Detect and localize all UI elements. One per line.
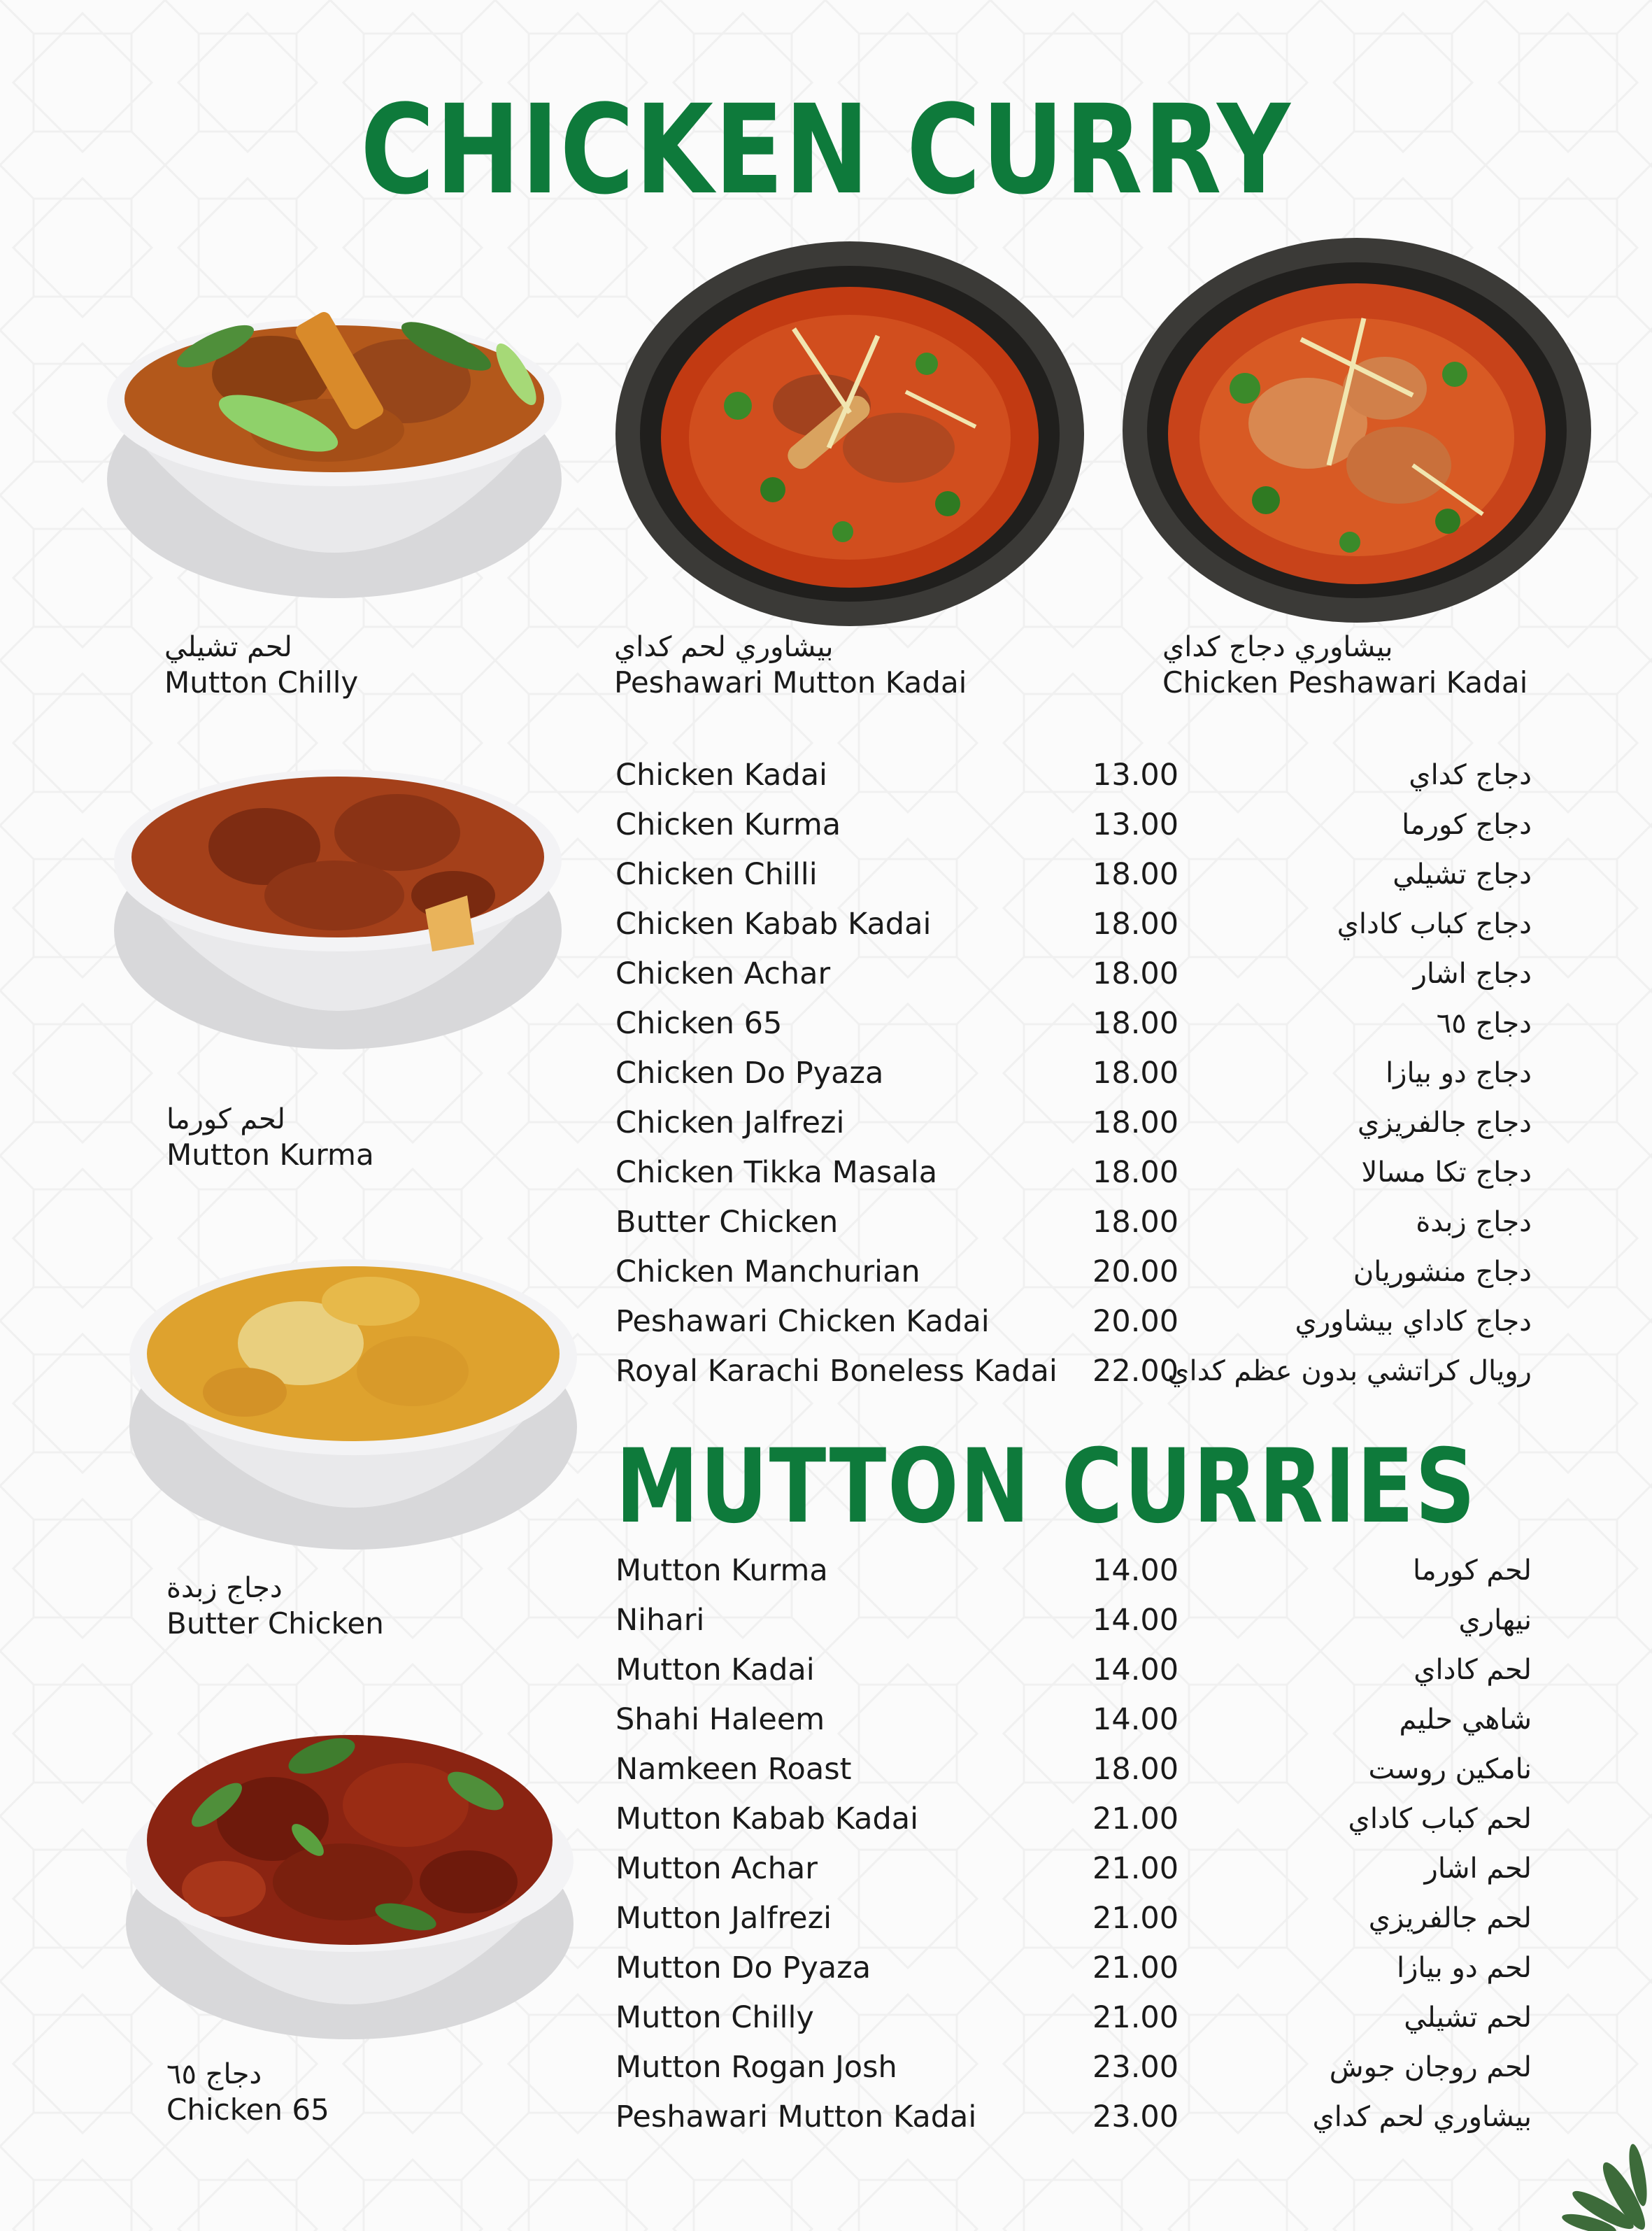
mutton-chilly-image bbox=[97, 269, 572, 619]
menu-item-price: 14.00 bbox=[1092, 1553, 1179, 1588]
chicken-peshawari-kadai-caption bbox=[1162, 630, 1528, 701]
menu-item-name: Mutton Kurma bbox=[615, 1553, 828, 1588]
menu-item-row bbox=[615, 2092, 1532, 2142]
menu-item-price: 20.00 bbox=[1092, 1254, 1179, 1289]
menu-item-row bbox=[615, 900, 1532, 949]
menu-item-arabic-name: دجاج كداي bbox=[1409, 759, 1532, 791]
menu-item-price: 14.00 bbox=[1092, 1702, 1179, 1737]
menu-item-price: 14.00 bbox=[1092, 1603, 1179, 1638]
menu-item-arabic-name: دجاج تكا مسالا bbox=[1361, 1156, 1532, 1189]
menu-item-row bbox=[615, 850, 1532, 900]
caption-arabic: دجاج زبدة bbox=[166, 1572, 283, 1604]
menu-item-name: Namkeen Roast bbox=[615, 1752, 852, 1787]
menu-item-name: Shahi Haleem bbox=[615, 1702, 825, 1737]
menu-item-arabic-name: دجاج زبدة bbox=[1416, 1206, 1532, 1238]
menu-item-name: Chicken Kadai bbox=[615, 758, 827, 793]
menu-item-row bbox=[615, 1894, 1532, 1943]
menu-item-name: Peshawari Chicken Kadai bbox=[615, 1304, 990, 1339]
menu-item-row bbox=[615, 1098, 1532, 1148]
menu-item-price: 18.00 bbox=[1092, 1155, 1179, 1190]
caption-english: Chicken 65 bbox=[166, 2092, 329, 2127]
butter-chicken-image bbox=[119, 1224, 588, 1560]
menu-item-row bbox=[615, 1794, 1532, 1844]
menu-item-name: Mutton Jalfrezi bbox=[615, 1901, 832, 1936]
menu-item-price: 18.00 bbox=[1092, 857, 1179, 892]
menu-item-price: 18.00 bbox=[1092, 1205, 1179, 1240]
menu-item-name: Chicken Jalfrezi bbox=[615, 1105, 845, 1140]
menu-item-arabic-name: لحم روجان جوش bbox=[1329, 2051, 1532, 2083]
mutton-chilly-caption bbox=[164, 630, 358, 701]
menu-item-row bbox=[615, 1844, 1532, 1894]
menu-item-name: Peshawari Mutton Kadai bbox=[615, 2099, 977, 2134]
menu-item-name: Mutton Chilly bbox=[615, 2000, 814, 2035]
menu-item-name: Mutton Kabab Kadai bbox=[615, 1801, 919, 1836]
menu-item-row bbox=[615, 751, 1532, 800]
menu-item-name: Chicken Chilli bbox=[615, 857, 818, 892]
menu-item-name: Butter Chicken bbox=[615, 1205, 839, 1240]
menu-item-arabic-name: لحم كباب كاداي bbox=[1348, 1803, 1532, 1835]
menu-item-price: 23.00 bbox=[1092, 2050, 1179, 2085]
menu-item-arabic-name: بيشاوري لحم كداي bbox=[1312, 2101, 1532, 2133]
menu-item-price: 18.00 bbox=[1092, 1752, 1179, 1787]
chicken-65-image bbox=[112, 1714, 588, 2050]
peshawari-mutton-kadai-caption bbox=[614, 630, 967, 701]
menu-item-price: 21.00 bbox=[1092, 1851, 1179, 1886]
menu-item-row bbox=[615, 800, 1532, 850]
menu-item-arabic-name: لحم جالفريزي bbox=[1368, 1902, 1532, 1934]
menu-item-name: Chicken 65 bbox=[615, 1006, 783, 1041]
menu-item-price: 20.00 bbox=[1092, 1304, 1179, 1339]
menu-item-arabic-name: لحم تشيلي bbox=[1404, 2002, 1532, 2034]
menu-item-price: 21.00 bbox=[1092, 1901, 1179, 1936]
menu-item-row bbox=[615, 1148, 1532, 1198]
mutton-curries-title: MUTTON CURRIES bbox=[615, 1427, 1477, 1546]
menu-item-name: Nihari bbox=[615, 1603, 705, 1638]
caption-english: Peshawari Mutton Kadai bbox=[614, 665, 967, 700]
menu-item-row bbox=[615, 1347, 1532, 1396]
menu-item-row bbox=[615, 1198, 1532, 1247]
caption-arabic: لحم تشيلي bbox=[164, 631, 292, 663]
menu-item-price: 21.00 bbox=[1092, 1801, 1179, 1836]
menu-item-name: Mutton Rogan Josh bbox=[615, 2050, 897, 2085]
menu-item-name: Chicken Achar bbox=[615, 956, 831, 991]
menu-item-price: 22.00 bbox=[1092, 1354, 1179, 1389]
caption-arabic: دجاج ٦٥ bbox=[166, 2058, 262, 2090]
caption-english: Mutton Kurma bbox=[166, 1138, 374, 1172]
menu-item-row bbox=[615, 999, 1532, 1049]
butter-chicken-caption bbox=[166, 1571, 384, 1642]
caption-english: Chicken Peshawari Kadai bbox=[1162, 665, 1528, 700]
menu-item-arabic-name: نامكين روست bbox=[1368, 1753, 1532, 1785]
menu-item-arabic-name: دجاج تشيلي bbox=[1393, 858, 1532, 891]
menu-item-name: Chicken Do Pyaza bbox=[615, 1056, 884, 1091]
mutton-kurma-image bbox=[104, 742, 572, 1063]
menu-item-name: Chicken Kabab Kadai bbox=[615, 907, 932, 942]
menu-item-row bbox=[615, 949, 1532, 999]
menu-item-row bbox=[615, 1745, 1532, 1794]
menu-item-row bbox=[615, 1297, 1532, 1347]
menu-item-arabic-name: نيهاري bbox=[1458, 1604, 1532, 1636]
menu-item-price: 18.00 bbox=[1092, 1105, 1179, 1140]
caption-arabic: لحم كورما bbox=[166, 1103, 285, 1135]
menu-item-arabic-name: دجاج دو بيازا bbox=[1386, 1057, 1532, 1089]
caption-english: Mutton Chilly bbox=[164, 665, 359, 700]
menu-item-arabic-name: دجاج منشوريان bbox=[1353, 1256, 1532, 1288]
menu-item-price: 21.00 bbox=[1092, 2000, 1179, 2035]
menu-item-name: Chicken Kurma bbox=[615, 807, 841, 842]
menu-item-row bbox=[615, 1695, 1532, 1745]
menu-item-name: Mutton Achar bbox=[615, 1851, 818, 1886]
menu-item-row bbox=[615, 1943, 1532, 1993]
menu-item-price: 18.00 bbox=[1092, 1006, 1179, 1041]
chicken-curry-title: CHICKEN CURRY bbox=[360, 78, 1292, 222]
menu-item-row bbox=[615, 1546, 1532, 1596]
menu-item-arabic-name: دجاج كباب كاداي bbox=[1337, 908, 1532, 940]
menu-item-arabic-name: دجاج ٦٥ bbox=[1436, 1007, 1532, 1040]
menu-item-name: Mutton Kadai bbox=[615, 1652, 815, 1687]
menu-item-arabic-name: لحم اشار bbox=[1424, 1853, 1532, 1885]
menu-item-row bbox=[615, 1049, 1532, 1098]
chicken-65-caption bbox=[166, 2057, 329, 2128]
menu-item-name: Chicken Tikka Masala bbox=[615, 1155, 938, 1190]
menu-item-row bbox=[615, 1596, 1532, 1645]
caption-arabic: بيشاوري لحم كداي bbox=[614, 631, 834, 663]
menu-item-arabic-name: دجاج كاداي بيشاوري bbox=[1295, 1305, 1532, 1338]
menu-item-price: 18.00 bbox=[1092, 956, 1179, 991]
menu-item-price: 14.00 bbox=[1092, 1652, 1179, 1687]
menu-item-arabic-name: لحم كاداي bbox=[1414, 1654, 1532, 1686]
menu-item-price: 23.00 bbox=[1092, 2099, 1179, 2134]
menu-item-arabic-name: دجاج اشار bbox=[1413, 958, 1532, 990]
menu-item-price: 21.00 bbox=[1092, 1950, 1179, 1985]
caption-arabic: بيشاوري دجاج كداي bbox=[1162, 631, 1393, 663]
menu-item-price: 18.00 bbox=[1092, 907, 1179, 942]
menu-item-arabic-name: شاهي حليم bbox=[1399, 1704, 1532, 1736]
menu-item-arabic-name: لحم كورما bbox=[1413, 1554, 1532, 1587]
leaf-decoration-icon bbox=[1547, 2112, 1652, 2231]
menu-item-name: Royal Karachi Boneless Kadai bbox=[615, 1354, 1058, 1389]
menu-item-row bbox=[615, 2043, 1532, 2092]
menu-item-name: Chicken Manchurian bbox=[615, 1254, 920, 1289]
menu-item-arabic-name: دجاج كورما bbox=[1402, 809, 1532, 841]
peshawari-mutton-kadai-image bbox=[612, 238, 1088, 630]
menu-item-row bbox=[615, 1993, 1532, 2043]
menu-item-price: 13.00 bbox=[1092, 807, 1179, 842]
menu-item-name: Mutton Do Pyaza bbox=[615, 1950, 871, 1985]
menu-item-arabic-name: لحم دو بيازا bbox=[1396, 1952, 1532, 1984]
menu-item-row bbox=[615, 1247, 1532, 1297]
menu-item-arabic-name: رويال كراتشي بدون عظم كداي bbox=[1167, 1355, 1532, 1387]
menu-item-arabic-name: دجاج جالفريزي bbox=[1357, 1107, 1532, 1139]
chicken-peshawari-kadai-image bbox=[1119, 234, 1595, 626]
menu-item-row bbox=[615, 1645, 1532, 1695]
menu-item-price: 18.00 bbox=[1092, 1056, 1179, 1091]
mutton-kurma-caption bbox=[166, 1102, 374, 1173]
caption-english: Butter Chicken bbox=[166, 1606, 384, 1641]
menu-item-price: 13.00 bbox=[1092, 758, 1179, 793]
